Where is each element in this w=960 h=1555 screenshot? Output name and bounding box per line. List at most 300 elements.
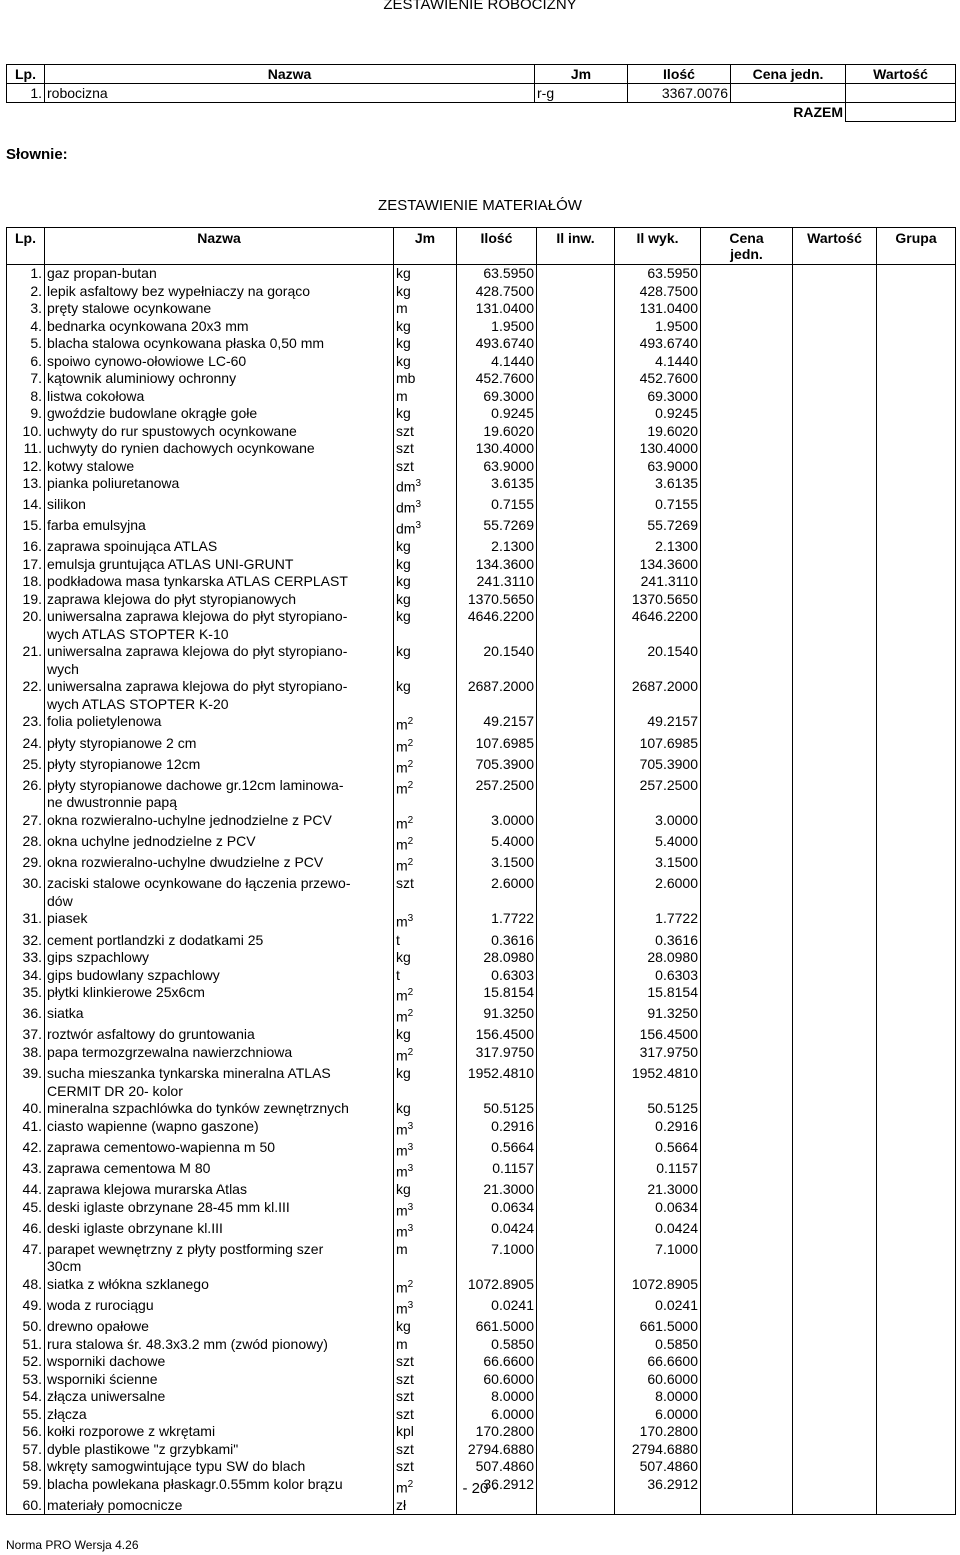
table-row: [7, 833, 956, 854]
table-row: [7, 370, 956, 388]
row-lp: 15.: [7, 517, 45, 538]
table-row: [7, 1297, 956, 1318]
row-qty: 661.5000: [457, 1318, 537, 1336]
table-row: [7, 910, 956, 931]
row-price: [701, 1044, 793, 1065]
row-qty: 1.7722: [457, 910, 537, 931]
row-il-wyk: 20.1540: [615, 643, 701, 678]
table-row: [7, 1423, 956, 1441]
row-jm: [394, 608, 457, 643]
row-group: [877, 1276, 956, 1297]
row-qty: 241.3110: [457, 573, 537, 591]
row-il-inw: [537, 1318, 615, 1336]
col-cena-line1: Cena: [729, 230, 764, 246]
row-jm: [394, 318, 457, 336]
row-jm: [394, 405, 457, 423]
row-jm-unit: m: [396, 1240, 408, 1257]
row-value: [793, 1458, 877, 1476]
row-jm: [394, 910, 457, 931]
row-price: [701, 735, 793, 756]
row-lp: 22.: [7, 678, 45, 713]
row-name-line1: pianka poliuretanowa: [47, 475, 180, 491]
row-price: [701, 756, 793, 777]
row-jm-unit: szt: [396, 422, 414, 439]
row-il-wyk: 1072.8905: [615, 1276, 701, 1297]
row-qty: 1952.4810: [457, 1065, 537, 1100]
row-qty: 15.8154: [457, 984, 537, 1005]
row-name: [45, 265, 394, 283]
row-lp: 18.: [7, 573, 45, 591]
row-jm-unit: szt: [396, 1405, 414, 1422]
row-jm-unit: kg: [396, 265, 411, 281]
row-jm: [394, 517, 457, 538]
row-price: [701, 1160, 793, 1181]
row-jm: [394, 756, 457, 777]
row-il-wyk: 4.1440: [615, 353, 701, 371]
row-group: [877, 949, 956, 967]
col-ilosc: Ilość: [457, 228, 537, 265]
table-row: [7, 265, 956, 283]
row-lp: 44.: [7, 1181, 45, 1199]
row-jm-unit: kg: [396, 538, 411, 555]
row-jm-unit: kg: [396, 317, 411, 334]
row-jm: [394, 777, 457, 812]
col-lp: Lp.: [7, 65, 45, 84]
row-price: [701, 517, 793, 538]
row-price: [701, 1220, 793, 1241]
row-il-wyk: 15.8154: [615, 984, 701, 1005]
table-row: [7, 1026, 956, 1044]
row-il-wyk: 507.4860: [615, 1458, 701, 1476]
row-il-wyk: 8.0000: [615, 1388, 701, 1406]
row-name: [45, 713, 394, 734]
row-lp: 24.: [7, 735, 45, 756]
robocizna-header-row: [7, 65, 956, 84]
row-name-line1: blacha stalowa ocynkowana płaska 0,50 mm: [47, 335, 325, 351]
table-row: [7, 300, 956, 318]
row-il-wyk: 241.3110: [615, 573, 701, 591]
row-name-line2: wych: [47, 660, 79, 677]
row-il-inw: [537, 405, 615, 423]
row-jm: [394, 984, 457, 1005]
row-price: [701, 854, 793, 875]
row-jm: [394, 1353, 457, 1371]
row-name-line1: gips szpachlowy: [47, 949, 149, 966]
row-qty: 2687.2000: [457, 678, 537, 713]
row-il-wyk: 0.5850: [615, 1336, 701, 1354]
row-il-wyk: 1.9500: [615, 318, 701, 336]
row-jm-unit: m: [396, 717, 408, 734]
row-qty: 2794.6880: [457, 1441, 537, 1459]
row-jm-exponent: 3: [407, 1222, 414, 1234]
row-lp: 48.: [7, 1276, 45, 1297]
table-row: [7, 475, 956, 496]
row-price: [701, 573, 793, 591]
row-lp: 12.: [7, 458, 45, 476]
row-value: [793, 265, 877, 283]
row-group: [877, 1371, 956, 1389]
row-price: [701, 608, 793, 643]
col-wartosc: Wartość: [793, 228, 877, 265]
row-qty: 21.3000: [457, 1181, 537, 1199]
row-group: [877, 854, 956, 875]
row-jm: [394, 1406, 457, 1424]
row-jm: [394, 573, 457, 591]
row-group: [877, 556, 956, 574]
row-jm: [394, 1199, 457, 1220]
row-lp: 5.: [7, 335, 45, 353]
row-price: [701, 1423, 793, 1441]
table-row: [7, 388, 956, 406]
row-il-inw: [537, 678, 615, 713]
table-row: [7, 318, 956, 336]
row-qty: 507.4860: [457, 1458, 537, 1476]
row-lp: 16.: [7, 538, 45, 556]
row-lp: 41.: [7, 1118, 45, 1139]
row-jm-exponent: 3: [407, 1299, 414, 1311]
row-group: [877, 283, 956, 301]
row-name-line1: złącza uniwersalne: [47, 1388, 166, 1405]
row-lp: 36.: [7, 1005, 45, 1026]
row-group: [877, 1336, 956, 1354]
row-name: [45, 335, 394, 353]
table-row: [7, 1139, 956, 1160]
row-qty: 55.7269: [457, 517, 537, 538]
row-price: [701, 370, 793, 388]
table-row: [7, 1318, 956, 1336]
row-jm: [394, 1388, 457, 1406]
row-jm: [394, 1100, 457, 1118]
row-name-line1: zaciski stalowe ocynkowane do łączenia przewo-: [47, 875, 351, 892]
row-jm: [394, 265, 457, 283]
row-il-wyk: 55.7269: [615, 517, 701, 538]
row-il-inw: [537, 283, 615, 301]
row-name-line1: cement portlandzki z dodatkami 25: [47, 931, 264, 948]
row-value: [793, 556, 877, 574]
row-jm-unit: t: [396, 931, 400, 948]
table-row: [7, 608, 956, 643]
row-value: [793, 496, 877, 517]
row-group: [877, 538, 956, 556]
row-name-line1: sucha mieszanka tynkarska mineralna ATLAS: [47, 1065, 331, 1082]
row-il-inw: [537, 335, 615, 353]
row-il-inw: [537, 812, 615, 833]
row-il-inw: [537, 1026, 615, 1044]
row-il-inw: [537, 875, 615, 910]
row-value: [793, 283, 877, 301]
row-jm-unit: m: [396, 815, 408, 832]
row-jm: [394, 713, 457, 734]
row-il-inw: [537, 1100, 615, 1118]
row-jm: [394, 556, 457, 574]
row-jm-unit: kg: [396, 405, 411, 421]
row-value: [793, 1388, 877, 1406]
row-jm-unit: m: [396, 387, 408, 404]
row-jm-exponent: 3: [407, 1201, 414, 1213]
row-il-wyk: 50.5125: [615, 1100, 701, 1118]
row-lp: 57.: [7, 1441, 45, 1459]
row-il-inw: [537, 353, 615, 371]
row-price: [701, 643, 793, 678]
row-il-wyk: 493.6740: [615, 335, 701, 353]
row-name: [45, 949, 394, 967]
table-row: [7, 1005, 956, 1026]
row-name-line1: wkręty samogwintujące typu SW do blach: [47, 1458, 306, 1475]
row-price: [731, 84, 846, 103]
row-price: [701, 591, 793, 609]
row-group: [877, 370, 956, 388]
row-name-line1: lepik asfaltowy bez wypełniaczy na gorąco: [47, 282, 311, 299]
row-jm-unit: m: [396, 738, 408, 755]
row-il-inw: [537, 1005, 615, 1026]
table-row: [7, 735, 956, 756]
row-jm-unit: m: [396, 1279, 408, 1296]
row-name-line1: wsporniki dachowe: [47, 1353, 166, 1370]
row-jm: [394, 440, 457, 458]
row-qty: 0.0634: [457, 1199, 537, 1220]
row-jm: [394, 854, 457, 875]
row-qty: 5.4000: [457, 833, 537, 854]
row-group: [877, 440, 956, 458]
table-row: [7, 1276, 956, 1297]
row-il-inw: [537, 910, 615, 931]
row-name: [45, 678, 394, 713]
row-qty: 134.3600: [457, 556, 537, 574]
row-il-wyk: 0.1157: [615, 1160, 701, 1181]
row-name-line1: rura stalowa śr. 48.3x3.2 mm (zwód pionowy): [47, 1335, 328, 1352]
row-name: [45, 283, 394, 301]
row-il-inw: [537, 440, 615, 458]
row-value: [793, 713, 877, 734]
row-il-inw: [537, 777, 615, 812]
row-qty: 4.1440: [457, 353, 537, 371]
robocizna-title: ZESTAWIENIE ROBOCIZNY: [383, 0, 577, 13]
row-jm: [394, 1181, 457, 1199]
row-jm: [394, 353, 457, 371]
row-value: [793, 1065, 877, 1100]
row-qty: 493.6740: [457, 335, 537, 353]
row-lp: 33.: [7, 949, 45, 967]
row-jm-unit: m: [396, 1479, 408, 1496]
row-name-line1: piasek: [47, 910, 88, 927]
row-qty: 6.0000: [457, 1406, 537, 1424]
row-il-inw: [537, 265, 615, 283]
row-jm-unit: t: [396, 966, 400, 983]
row-lp: 55.: [7, 1406, 45, 1424]
row-qty: 156.4500: [457, 1026, 537, 1044]
row-value: [793, 1497, 877, 1515]
row-jm-unit: kg: [396, 1318, 411, 1335]
row-name: [45, 1065, 394, 1100]
row-jm: [394, 1065, 457, 1100]
row-name: [45, 1318, 394, 1336]
row-group: [877, 318, 956, 336]
row-value: [793, 517, 877, 538]
row-jm: [394, 423, 457, 441]
row-name: [45, 932, 394, 950]
row-il-wyk: [615, 1497, 701, 1515]
row-value: [793, 678, 877, 713]
table-row: [7, 1199, 956, 1220]
row-jm-exponent: 3: [407, 1120, 414, 1132]
row-jm: [394, 875, 457, 910]
row-jm-unit: m: [396, 1335, 408, 1352]
row-qty: 130.4000: [457, 440, 537, 458]
row-jm-unit: m: [396, 836, 408, 853]
col-jm: Jm: [394, 228, 457, 265]
row-value: [793, 643, 877, 678]
row-value: [793, 538, 877, 556]
table-row: [7, 405, 956, 423]
row-il-inw: [537, 423, 615, 441]
row-group: [877, 591, 956, 609]
row-value: [793, 573, 877, 591]
row-value: [793, 1441, 877, 1459]
row-il-inw: [537, 967, 615, 985]
row-qty: 63.9000: [457, 458, 537, 476]
row-name-line1: płyty styropianowe dachowe gr.12cm laminowa-: [47, 776, 344, 793]
row-lp: 30.: [7, 875, 45, 910]
row-qty: 91.3250: [457, 1005, 537, 1026]
table-row: [7, 932, 956, 950]
row-lp: 3.: [7, 300, 45, 318]
row-il-inw: [537, 458, 615, 476]
row-jm: [394, 591, 457, 609]
row-jm-unit: kg: [396, 590, 411, 607]
row-jm: [394, 388, 457, 406]
row-jm-unit: kg: [396, 949, 411, 966]
row-il-wyk: 0.0241: [615, 1297, 701, 1318]
row-value: [793, 854, 877, 875]
row-name-line1: zaprawa cementowo-wapienna m 50: [47, 1138, 276, 1155]
row-jm: [394, 496, 457, 517]
table-row: [7, 1160, 956, 1181]
row-name-line1: woda z rurociągu: [47, 1296, 154, 1313]
row-qty: 19.6020: [457, 423, 537, 441]
row-price: [701, 1371, 793, 1389]
row-lp: 27.: [7, 812, 45, 833]
row-name-line1: siatka: [47, 1005, 84, 1022]
row-il-inw: [537, 1118, 615, 1139]
table-row: [7, 84, 956, 103]
row-group: [877, 910, 956, 931]
table-row: [7, 538, 956, 556]
table-row: [7, 1100, 956, 1118]
row-jm: [394, 1458, 457, 1476]
row-group: [877, 833, 956, 854]
row-jm: r-g: [535, 84, 628, 103]
row-price: [701, 1199, 793, 1220]
row-price: [701, 1100, 793, 1118]
row-jm-unit: kg: [396, 555, 411, 572]
row-value: [793, 910, 877, 931]
row-name-line1: zaprawa klejowa murarska Atlas: [47, 1181, 247, 1197]
row-jm-unit: kg: [396, 643, 411, 660]
row-price: [701, 1441, 793, 1459]
row-group: [877, 735, 956, 756]
row-il-wyk: 2.6000: [615, 875, 701, 910]
row-jm-exponent: 2: [407, 836, 414, 848]
row-qty: 2.6000: [457, 875, 537, 910]
table-row: [7, 1336, 956, 1354]
row-il-inw: [537, 1406, 615, 1424]
row-name: [45, 1441, 394, 1459]
row-qty: 1.9500: [457, 318, 537, 336]
row-qty: 63.5950: [457, 265, 537, 283]
row-il-inw: [537, 1458, 615, 1476]
row-lp: 38.: [7, 1044, 45, 1065]
row-value: [793, 608, 877, 643]
row-qty: 49.2157: [457, 713, 537, 734]
row-name: [45, 967, 394, 985]
row-jm: [394, 1441, 457, 1459]
row-il-inw: [537, 1297, 615, 1318]
row-il-inw: [537, 984, 615, 1005]
table-row: [7, 713, 956, 734]
row-name-line1: pręty stalowe ocynkowane: [47, 300, 212, 316]
row-qty: 2.1300: [457, 538, 537, 556]
row-group: [877, 1423, 956, 1441]
row-value: [793, 388, 877, 406]
row-jm: [394, 1497, 457, 1515]
row-name: [45, 875, 394, 910]
row-name: [45, 1297, 394, 1318]
row-jm-unit: szt: [396, 1440, 414, 1457]
row-price: [701, 318, 793, 336]
row-jm: [394, 1005, 457, 1026]
row-jm-unit: kg: [396, 1065, 411, 1082]
table-row: [7, 643, 956, 678]
row-group: [877, 1181, 956, 1199]
row-jm-unit: m: [396, 1047, 408, 1064]
row-jm-exponent: 3: [415, 520, 422, 532]
col-nazwa: Nazwa: [45, 65, 535, 84]
row-name-line2: wych ATLAS STOPTER K-10: [47, 625, 229, 642]
row-value: [793, 812, 877, 833]
row-name: [45, 777, 394, 812]
row-price: [701, 1026, 793, 1044]
row-lp: 10.: [7, 423, 45, 441]
row-name: [45, 1199, 394, 1220]
row-price: [701, 1497, 793, 1515]
row-price: [701, 300, 793, 318]
table-row: [7, 1353, 956, 1371]
row-lp: 49.: [7, 1297, 45, 1318]
row-qty: 131.0400: [457, 300, 537, 318]
row-qty: 8.0000: [457, 1388, 537, 1406]
row-value: [793, 300, 877, 318]
total-label-cell: [7, 103, 846, 122]
table-row: [7, 1371, 956, 1389]
row-lp: 56.: [7, 1423, 45, 1441]
row-il-inw: [537, 1160, 615, 1181]
row-jm-unit: dm: [396, 478, 416, 495]
row-jm-exponent: 2: [407, 758, 414, 770]
table-row: [7, 984, 956, 1005]
row-jm-unit: kg: [396, 1100, 411, 1117]
row-group: [877, 1497, 956, 1515]
footer-version: Norma PRO Wersja 4.26: [6, 1538, 139, 1552]
row-il-inw: [537, 573, 615, 591]
row-name: [45, 440, 394, 458]
row-name: [45, 1220, 394, 1241]
row-il-wyk: 1952.4810: [615, 1065, 701, 1100]
table-row: [7, 1458, 956, 1476]
row-group: [877, 875, 956, 910]
row-il-wyk: 7.1000: [615, 1241, 701, 1276]
table-row: [7, 1241, 956, 1276]
row-jm-unit: kg: [396, 335, 411, 351]
